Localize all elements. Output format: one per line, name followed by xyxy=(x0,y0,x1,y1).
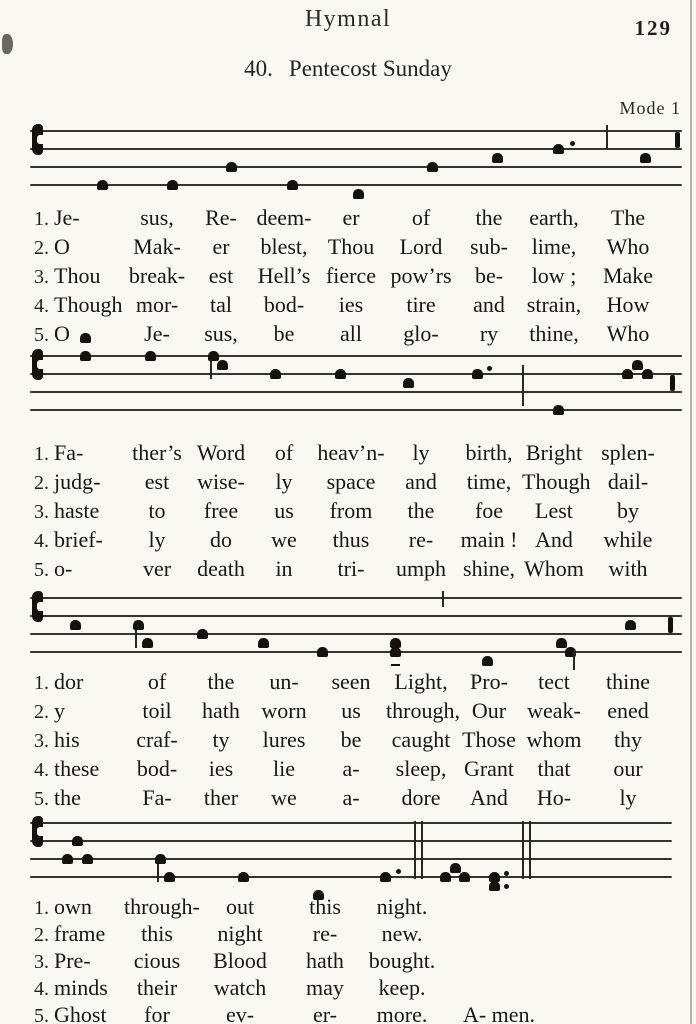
lyric-syllable: Fa- xyxy=(54,440,84,465)
punctum-neume xyxy=(642,369,653,379)
lyric-syllable: to xyxy=(148,498,166,523)
lyric-syllable: lime, xyxy=(531,234,577,259)
lyric-syllable: pow’rs xyxy=(390,263,452,288)
lyric-syllable: the xyxy=(54,785,81,810)
lyric-syllable: ly xyxy=(412,440,430,465)
lyric-syllable: How xyxy=(606,292,650,317)
staff-line xyxy=(30,840,672,842)
punctum-neume xyxy=(217,360,228,370)
punctum-neume xyxy=(197,629,208,639)
lyric-syllable: Ho- xyxy=(536,785,572,810)
lyric-syllable: earth, xyxy=(529,205,579,230)
verse-number: 4. xyxy=(34,759,49,781)
punctum-neume xyxy=(622,369,633,379)
staff-line xyxy=(30,597,682,599)
lyric-syllable: thine xyxy=(606,669,650,694)
punctum-neume xyxy=(492,153,503,163)
lyric-syllable: of xyxy=(147,669,167,694)
lyric-syllable: Lest xyxy=(535,498,573,523)
punctum-neume xyxy=(82,854,93,864)
lyric-syllable: lie xyxy=(273,756,295,781)
verse-block-1 xyxy=(20,204,688,349)
lyric-syllable: Pro- xyxy=(470,669,508,694)
lyric-syllable: of xyxy=(274,440,294,465)
lyric-syllable: us xyxy=(341,698,361,723)
punctum-neume xyxy=(403,378,414,388)
verse-block-4 xyxy=(20,894,688,1024)
lyric-syllable: by xyxy=(617,498,639,523)
lyric-syllable: a- xyxy=(342,785,360,810)
lyric-syllable: Bright xyxy=(525,440,583,465)
lyric-syllable: tri- xyxy=(337,556,365,581)
hymn-name: Pentecost Sunday xyxy=(288,56,452,81)
lyric-syllable: his xyxy=(54,727,80,752)
lyric-syllable: through- xyxy=(124,894,200,919)
verse-number: 4. xyxy=(34,295,49,317)
do-clef-icon xyxy=(32,124,43,155)
lyric-syllable: lures xyxy=(262,727,306,752)
lyric-syllable: er xyxy=(212,234,230,259)
verse-row xyxy=(20,1002,688,1024)
lyric-syllable: new. xyxy=(381,921,423,946)
punctum-neume xyxy=(317,647,328,657)
double-barline xyxy=(421,821,423,879)
verse-row xyxy=(20,497,688,526)
verse-number: 4. xyxy=(34,978,49,1000)
lyric-syllable: low ; xyxy=(531,263,577,288)
verse-number: 3. xyxy=(34,730,49,752)
lyric-syllable: toil xyxy=(142,698,172,723)
punctum-neume xyxy=(238,872,249,882)
lyric-syllable: own xyxy=(54,894,92,919)
staff-line xyxy=(30,858,672,860)
lyric-syllable: their xyxy=(136,975,178,1000)
lyric-syllable: tect xyxy=(538,669,570,694)
punctum-neume xyxy=(270,369,281,379)
mora-dot xyxy=(396,869,401,874)
lyric-syllable: the xyxy=(207,669,235,694)
lyric-syllable: Lord xyxy=(399,234,443,259)
lyric-syllable: And xyxy=(470,785,508,810)
verse-row xyxy=(20,921,688,948)
lyric-syllable: y xyxy=(54,698,65,723)
staff-line xyxy=(30,166,682,168)
lyric-syllable: ly xyxy=(275,469,293,494)
lyric-syllable: watch xyxy=(213,975,267,1000)
lyric-syllable: dail- xyxy=(607,469,649,494)
verse-row xyxy=(20,526,688,555)
punctum-neume xyxy=(80,333,91,343)
lyric-syllable: be xyxy=(273,321,295,346)
lyric-syllable: hath xyxy=(202,698,240,723)
punctum-neume xyxy=(287,180,298,190)
verse-number: 5. xyxy=(34,788,49,810)
lyric-syllable: do xyxy=(210,527,232,552)
custos-mark xyxy=(670,375,675,391)
lyric-syllable: Our xyxy=(471,698,507,723)
lyric-syllable: Whom xyxy=(524,556,584,581)
lyric-syllable: for xyxy=(144,1002,170,1024)
lyric-syllable: while xyxy=(603,527,653,552)
punctum-neume xyxy=(72,836,83,846)
punctum-neume xyxy=(70,620,81,630)
lyric-syllable: caught xyxy=(391,727,451,752)
staff-system-1 xyxy=(30,131,682,191)
verse-row xyxy=(20,262,688,291)
lyric-syllable: birth, xyxy=(465,440,513,465)
lyric-syllable: and xyxy=(405,469,437,494)
lyric-syllable: tal xyxy=(210,292,232,317)
punctum-neume xyxy=(133,620,144,630)
verse-number: 1. xyxy=(34,672,49,694)
verse-number: 1. xyxy=(34,897,49,919)
staff-line xyxy=(30,130,682,132)
lyric-syllable: O xyxy=(54,234,70,259)
punctum-neume xyxy=(390,647,401,657)
punctum-neume xyxy=(258,638,269,648)
lyric-syllable: the xyxy=(407,498,435,523)
lyric-syllable: judg- xyxy=(54,469,101,494)
verse-row xyxy=(20,291,688,320)
lyric-syllable: ther xyxy=(203,785,239,810)
verse-number: 5. xyxy=(34,1005,49,1024)
do-clef-icon xyxy=(32,816,43,847)
lyric-syllable: from xyxy=(329,498,373,523)
lyric-syllable: whom xyxy=(526,727,582,752)
lyric-syllable: est xyxy=(144,469,170,494)
barline xyxy=(442,591,444,607)
punctum-neume xyxy=(482,656,493,666)
mora-dot xyxy=(487,366,492,371)
lyric-syllable: Je- xyxy=(54,205,80,230)
mode-label: Mode 1 xyxy=(619,98,681,118)
lyric-syllable: worn xyxy=(261,698,307,723)
lyric-syllable: wise- xyxy=(197,469,245,494)
lyric-syllable: sleep, xyxy=(395,756,447,781)
lyric-syllable: space xyxy=(326,469,376,494)
verse-row xyxy=(20,320,688,349)
lyric-syllable: in xyxy=(275,556,293,581)
lyric-syllable: mor- xyxy=(135,292,179,317)
verse-row xyxy=(20,233,688,262)
staff-line xyxy=(30,876,672,878)
lyric-syllable: minds xyxy=(54,975,108,1000)
lyric-syllable: dore xyxy=(401,785,441,810)
punctum-neume xyxy=(427,162,438,172)
verse-row xyxy=(20,668,688,697)
lyric-syllable: Blood xyxy=(213,948,267,973)
lyric-syllable: ev- xyxy=(225,1002,255,1024)
page-number: 129 xyxy=(634,16,672,40)
lyric-syllable: sus, xyxy=(140,205,174,230)
verse-row xyxy=(20,755,688,784)
punctum-neume xyxy=(489,881,500,891)
lyric-syllable: with xyxy=(608,556,648,581)
lyric-syllable: frame xyxy=(54,921,106,946)
lyric-syllable: Make xyxy=(602,263,654,288)
staff-line xyxy=(30,615,682,617)
staff-line xyxy=(30,409,682,411)
lyric-syllable: deem- xyxy=(256,205,312,230)
lyric-syllable: ry xyxy=(479,321,499,346)
verse-number: 2. xyxy=(34,924,49,946)
lyric-syllable: Those xyxy=(462,727,516,752)
staff-line xyxy=(30,373,682,375)
lyric-syllable: more. xyxy=(376,1002,428,1024)
punctum-neume xyxy=(380,872,391,882)
lyric-syllable: Who xyxy=(606,234,650,259)
punctum-neume xyxy=(632,360,643,370)
lyric-syllable: thus xyxy=(332,527,370,552)
lyric-syllable: us xyxy=(274,498,294,523)
lyric-syllable: craf- xyxy=(136,727,178,752)
lyric-syllable: ly xyxy=(148,527,166,552)
running-header: Hymnal xyxy=(304,6,392,32)
lyric-syllable: dor xyxy=(54,669,84,694)
verse-number: 2. xyxy=(34,472,49,494)
punctum-neume xyxy=(625,620,636,630)
custos-mark xyxy=(675,132,680,148)
lyric-syllable: haste xyxy=(54,498,100,523)
lyric-syllable: weak- xyxy=(527,698,581,723)
lyric-syllable: ly xyxy=(619,785,637,810)
lyric-syllable: O xyxy=(54,321,70,346)
punctum-neume xyxy=(97,180,108,190)
lyric-syllable: be- xyxy=(474,263,504,288)
lyric-syllable: Though xyxy=(54,292,123,317)
barline xyxy=(522,365,524,406)
staff-line xyxy=(30,822,672,824)
staff-system-3 xyxy=(30,598,682,658)
do-clef-icon xyxy=(32,349,43,380)
punctum-neume xyxy=(208,351,219,361)
lyric-syllable: Hell’s xyxy=(257,263,311,288)
punctum-neume xyxy=(556,638,567,648)
double-barline xyxy=(522,821,524,879)
lyric-syllable: glo- xyxy=(403,321,439,346)
hymn-number: 40. xyxy=(244,56,273,81)
verse-row xyxy=(20,204,688,233)
do-clef-icon xyxy=(32,591,43,622)
punctum-neume xyxy=(155,854,166,864)
custos-mark xyxy=(668,617,673,633)
verse-block-2 xyxy=(20,439,688,584)
lyric-syllable: hath xyxy=(306,948,344,973)
double-barline xyxy=(414,821,416,879)
punctum-neume xyxy=(62,854,73,864)
lyric-syllable: bought. xyxy=(368,948,436,973)
lyric-syllable: ies xyxy=(208,756,234,781)
lyric-syllable: Light, xyxy=(394,669,448,694)
lyric-syllable: out xyxy=(225,894,255,919)
lyric-syllable: the xyxy=(475,205,503,230)
episema-dash xyxy=(391,664,400,667)
punctum-neume xyxy=(145,351,156,361)
lyric-syllable: strain, xyxy=(526,292,582,317)
lyric-syllable: er- xyxy=(313,1002,337,1024)
punctum-neume xyxy=(164,872,175,882)
lyric-syllable: keep. xyxy=(378,975,426,1000)
lyric-syllable: ty xyxy=(212,727,230,752)
staff-line xyxy=(30,633,682,635)
verse-number: 2. xyxy=(34,237,49,259)
lyric-syllable: night. xyxy=(376,894,428,919)
punctum-neume xyxy=(142,638,153,648)
lyric-syllable: Mak- xyxy=(133,234,181,259)
staff-line xyxy=(30,391,682,393)
lyric-syllable: bod- xyxy=(263,292,305,317)
lyric-syllable: er xyxy=(342,205,360,230)
lyric-syllable: o- xyxy=(54,556,73,581)
lyric-syllable: night xyxy=(217,921,263,946)
lyric-syllable: Grant xyxy=(463,756,515,781)
lyric-syllable: Re- xyxy=(205,205,237,230)
mora-dot xyxy=(504,884,509,889)
lyric-syllable: umph xyxy=(395,556,447,581)
lyric-syllable: and xyxy=(473,292,505,317)
verse-number: 3. xyxy=(34,501,49,523)
lyric-syllable: sub- xyxy=(470,234,508,259)
verse-number: 1. xyxy=(34,443,49,465)
lyric-syllable: this xyxy=(309,894,341,919)
lyric-syllable: time, xyxy=(466,469,512,494)
staff-system-2 xyxy=(30,356,682,416)
lyric-syllable: re- xyxy=(408,527,434,552)
punctum-neume xyxy=(553,144,564,154)
punctum-neume xyxy=(553,405,564,415)
lyric-syllable: The xyxy=(610,205,646,230)
lyric-syllable: ver xyxy=(142,556,172,581)
verse-row xyxy=(20,784,688,813)
staff-system-4 xyxy=(30,823,672,883)
lyric-syllable: all xyxy=(340,321,362,346)
lyric-syllable: ther’s xyxy=(132,440,182,465)
lyric-syllable: Je- xyxy=(144,321,170,346)
punctum-neume xyxy=(335,369,346,379)
lyric-syllable: Word xyxy=(196,440,246,465)
lyric-syllable: we xyxy=(271,527,297,552)
hymn-title xyxy=(0,56,696,82)
punctum-neume xyxy=(226,162,237,172)
staff-line xyxy=(30,148,682,150)
lyric-syllable: ened xyxy=(607,698,649,723)
verse-row xyxy=(20,894,688,921)
punctum-neume xyxy=(459,872,470,882)
lyric-syllable: Ghost xyxy=(54,1002,107,1024)
lyric-syllable: these xyxy=(54,756,100,781)
lyric-syllable: thy xyxy=(613,727,643,752)
lyric-syllable: free xyxy=(203,498,239,523)
verse-number: 1. xyxy=(34,208,49,230)
lyric-syllable: thine, xyxy=(529,321,579,346)
lyric-syllable: est xyxy=(208,263,234,288)
lyric-syllable: un- xyxy=(269,669,299,694)
lyric-syllable: splen- xyxy=(601,440,655,465)
double-barline xyxy=(529,821,531,879)
lyric-syllable: may xyxy=(306,975,344,1000)
lyric-syllable: be xyxy=(340,727,362,752)
page-edge-line xyxy=(690,0,692,1024)
lyric-syllable: Who xyxy=(606,321,650,346)
barline xyxy=(606,125,608,149)
punctum-neume xyxy=(440,872,451,882)
lyric-syllable: Fa- xyxy=(142,785,172,810)
mora-dot xyxy=(570,141,575,146)
lyric-syllable: Thou xyxy=(54,263,101,288)
lyric-syllable: a- xyxy=(342,756,360,781)
punctum-neume xyxy=(640,153,651,163)
mora-dot xyxy=(504,871,509,876)
verse-row xyxy=(20,468,688,497)
lyric-syllable: Thou xyxy=(327,234,375,259)
lyric-syllable: tire xyxy=(406,292,436,317)
lyric-syllable: sus, xyxy=(204,321,238,346)
verse-row xyxy=(20,697,688,726)
punctum-neume xyxy=(80,351,91,361)
lyric-syllable: bod- xyxy=(136,756,178,781)
lyric-syllable: A- men. xyxy=(462,1002,536,1024)
lyric-syllable: this xyxy=(141,921,173,946)
punctum-neume xyxy=(167,180,178,190)
lyric-syllable: ies xyxy=(338,292,364,317)
punctum-neume xyxy=(450,863,461,873)
lyric-syllable: seen xyxy=(331,669,371,694)
verse-row xyxy=(20,439,688,468)
lyric-syllable: of xyxy=(411,205,431,230)
staff-line xyxy=(30,651,682,653)
verse-row xyxy=(20,975,688,1002)
lyric-syllable: break- xyxy=(128,263,186,288)
verse-number: 5. xyxy=(34,324,49,346)
lyric-syllable: blest, xyxy=(260,234,308,259)
verse-number: 4. xyxy=(34,530,49,552)
lyric-syllable: Though xyxy=(522,469,591,494)
lyric-syllable: heav’n- xyxy=(317,440,385,465)
verse-number: 2. xyxy=(34,701,49,723)
lyric-syllable: cious xyxy=(133,948,181,973)
punctum-neume xyxy=(353,189,364,199)
lyric-syllable: Pre- xyxy=(54,948,91,973)
staff-line xyxy=(30,355,682,357)
staff-line xyxy=(30,184,682,186)
lyric-syllable: through, xyxy=(386,698,460,723)
lyric-syllable: death xyxy=(197,556,245,581)
verse-block-3 xyxy=(20,668,688,813)
scan-smudge xyxy=(2,34,13,54)
lyric-syllable: shine, xyxy=(463,556,515,581)
lyric-syllable: we xyxy=(271,785,297,810)
verse-number: 3. xyxy=(34,951,49,973)
lyric-syllable: main ! xyxy=(460,527,518,552)
lyric-syllable: fierce xyxy=(325,263,377,288)
lyric-syllable: foe xyxy=(474,498,504,523)
lyric-syllable: And xyxy=(535,527,573,552)
verse-number: 5. xyxy=(34,559,49,581)
lyric-syllable: brief- xyxy=(54,527,103,552)
verse-row xyxy=(20,948,688,975)
lyric-syllable: re- xyxy=(312,921,338,946)
verse-row xyxy=(20,726,688,755)
lyric-syllable: that xyxy=(537,756,571,781)
lyric-syllable: our xyxy=(613,756,643,781)
punctum-neume xyxy=(472,369,483,379)
verse-number: 3. xyxy=(34,266,49,288)
verse-row xyxy=(20,555,688,584)
